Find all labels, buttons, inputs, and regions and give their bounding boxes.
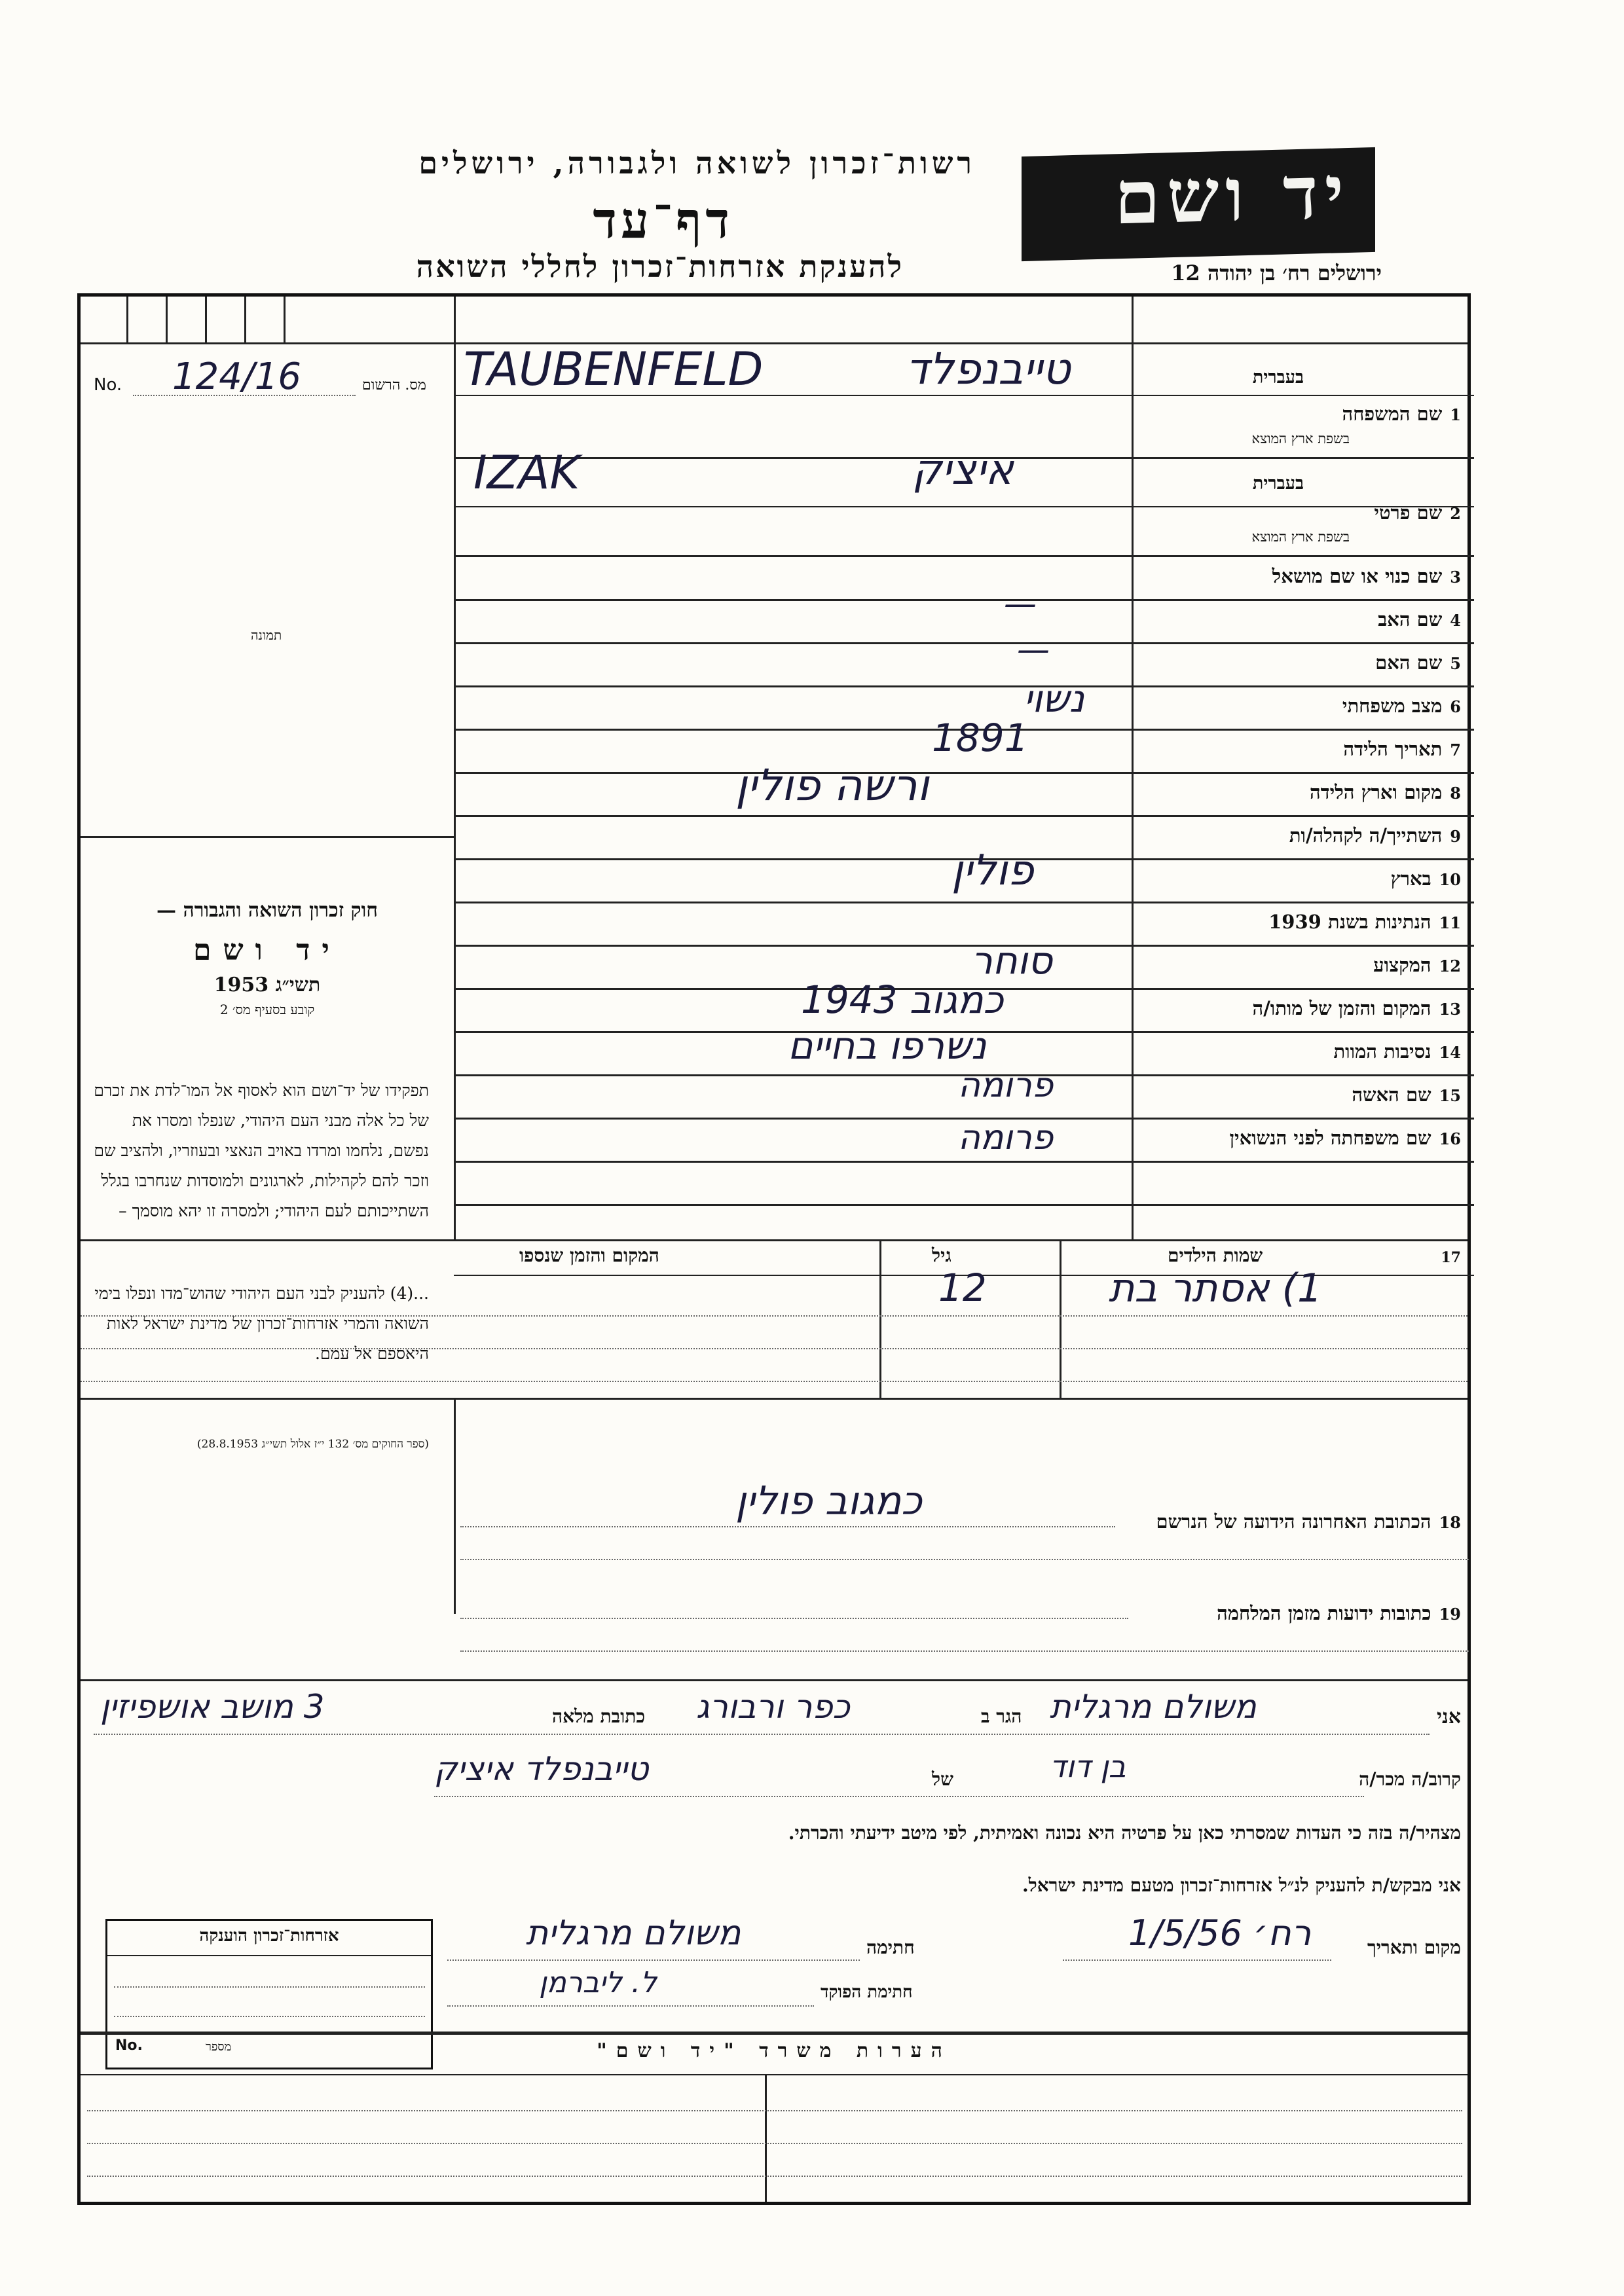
notes-line <box>81 2074 1467 2075</box>
child-age: 12 <box>938 1266 987 1310</box>
decl-place-date: רח׳ 1/5/56 <box>1128 1912 1312 1954</box>
tick-box <box>244 297 246 342</box>
label-column-divider <box>1132 297 1134 1239</box>
authority-title: רשות־זכרון לשואה ולגבורה, ירושלים <box>418 145 976 181</box>
field-label-war-addresses: כתובות ידועות מזמן המלחמה <box>1217 1602 1431 1624</box>
children-top-line <box>81 1239 1467 1241</box>
field-num: 10 <box>1439 870 1461 889</box>
top-strip-line <box>81 342 1467 344</box>
decl-place-date-label: מקום ותאריך <box>1367 1937 1461 1958</box>
office-notes-title: הערות משרד "יד ושם" <box>597 2039 951 2062</box>
value-family-native: TAUBENFELD <box>464 342 764 396</box>
field-num: 8 <box>1450 784 1461 803</box>
law-section: קובע בסעיף מס׳ 2 <box>219 1002 315 1017</box>
child-name: 1) אסתר בת <box>1109 1266 1323 1311</box>
field-label-death-place: המקום והזמן של מותו/ה <box>1252 997 1431 1019</box>
decl-address-label: כתובת מלאה <box>552 1705 646 1727</box>
field-label-family-name: שם המשפחה <box>1342 403 1443 425</box>
field-num: 9 <box>1450 827 1461 846</box>
decl-signature: משולם מרגלית <box>526 1914 741 1953</box>
field-label-death-circumstances: נסיבות המוות <box>1333 1040 1431 1063</box>
field-label-first-name: שם פרטי <box>1374 501 1443 524</box>
native-label-1: בשפת ארץ המוצא <box>1251 431 1350 446</box>
row-line <box>454 685 1474 687</box>
field-num: 6 <box>1450 697 1461 716</box>
field-label-marital: מצב משפחתי <box>1342 695 1443 717</box>
field-label-wife: שם האשה <box>1352 1084 1431 1106</box>
decl-signature-label: חתימה <box>866 1937 915 1958</box>
form-subtitle: להענקת אזרחות־זכרון לחללי השואה <box>416 249 904 284</box>
tick-box <box>284 297 286 342</box>
notes-col-divider <box>765 2074 767 2202</box>
value-first-native: IZAK <box>473 446 580 500</box>
value-profession: סוחר <box>971 938 1053 983</box>
row-line <box>454 642 1474 644</box>
registry-no-value: 124/16 <box>172 355 302 398</box>
field-label-maiden-name: שם משפחתה לפני הנשואין <box>1229 1127 1431 1149</box>
field-label-birthplace: מקום וארץ הלידה <box>1310 781 1443 803</box>
decl-relation-label: קרוב/ה מכר/ה <box>1359 1768 1461 1790</box>
decl-ani: אני <box>1437 1705 1461 1728</box>
law-clause: ...(4) להעניק לבני העם היהודי שהוש־מדו ונפלו בימי השואה והמרי אזרחות־זכרון של מדינת ישראל לאות היאספם אל עמם. <box>94 1284 429 1363</box>
value-last-address: כמגוב פולין <box>735 1478 922 1524</box>
decl-officer-signature: ל. ליברמן <box>539 1966 657 1999</box>
sub-line <box>454 506 1132 507</box>
field-num: 5 <box>1450 654 1461 673</box>
law-name: יד ושם <box>193 934 341 967</box>
children-col-place: המקום והזמן שנספו <box>519 1245 659 1266</box>
stamp-no-label: No. <box>115 2037 143 2054</box>
field-num: 11 <box>1439 913 1461 932</box>
stamp-title: אזרחות־זכרון הוענקה <box>199 1926 339 1946</box>
row-line <box>454 1204 1474 1206</box>
yad-vashem-logo <box>1022 147 1375 261</box>
hebrew-label-2: בעברית <box>1252 473 1304 494</box>
row-line <box>454 1161 1474 1163</box>
value-father: — <box>1004 585 1037 623</box>
decl-of-value: טייבנפלד איציק <box>434 1750 649 1788</box>
hebrew-label-1: בעברית <box>1252 367 1304 388</box>
field-label-father: שם האב <box>1378 608 1443 630</box>
row-line <box>454 555 1474 557</box>
children-col-divider <box>879 1239 881 1398</box>
field-label-nickname: שם כנוי או שם מושאל <box>1272 565 1443 587</box>
decl-address: 3 מושב אושפיזין <box>100 1688 325 1726</box>
field-label-mother: שם האם <box>1375 651 1443 674</box>
field-label-citizenship: הנתינות בשנת 1939 <box>1268 911 1431 933</box>
decl-line4: אני מבקש/ת להעניק לנ״ל אזרחות־זכרון מטעם מדינת ישראל. <box>1022 1874 1461 1896</box>
left-column-divider <box>454 297 456 1239</box>
stamp-number-label: מספר <box>206 2040 232 2054</box>
form-frame <box>77 293 1471 2205</box>
field-num: 3 <box>1450 568 1461 587</box>
children-bottom-line <box>81 1398 1467 1400</box>
row-line <box>454 815 1474 817</box>
decl-resides: הגר ב <box>981 1705 1022 1727</box>
field-num: 2 <box>1450 504 1461 523</box>
row-line <box>454 772 1474 774</box>
value-first-hebrew: איציק <box>912 446 1014 494</box>
law-title: חוק זכרון השואה והגבורה — <box>157 899 378 922</box>
children-num: 17 <box>1441 1249 1461 1266</box>
field-num: 15 <box>1439 1086 1461 1105</box>
field-num: 4 <box>1450 611 1461 630</box>
value-family-hebrew: טייבנפלד <box>906 344 1071 394</box>
field-num: 16 <box>1439 1129 1461 1148</box>
notes-top-line <box>81 2032 1467 2035</box>
photo-box-bottom <box>81 836 454 838</box>
law-text: תפקידו של יד־ושם הוא לאסוף אל המו־לדת את זכרם של כל אלה מבני העם היהודי, שנפלו ומסרו את נפשם, נלחמו ומרדו באויב הנאצי ובעוזריו, ולהציב שם וזכר להם לקהילות, לארגונים ולמוסדות שנחרבו בגלל השתייכותם לעם היהודי; ולמסרה זו יהא מוסמך – <box>94 1081 429 1220</box>
children-col-age: גיל <box>932 1245 951 1266</box>
decl-name: משולם מרגלית <box>1050 1688 1257 1726</box>
native-label-2: בשפת ארץ המוצא <box>1251 529 1350 545</box>
children-col-divider <box>1060 1239 1061 1398</box>
law-reference: (ספר החוקים מס׳ 132 י״ז אלול תשי״ג 28.8.1953) <box>196 1438 429 1451</box>
law-year: תשי״ג 1953 <box>213 974 321 996</box>
field-label-birthdate: תאריך הלידה <box>1343 738 1443 760</box>
value-death-place: כמגוב 1943 <box>801 977 1004 1022</box>
value-wife: פרומה <box>958 1066 1054 1105</box>
value-birthplace: ורשה פולין <box>735 760 929 811</box>
value-mother: — <box>1017 630 1050 668</box>
field-num: 14 <box>1439 1043 1461 1062</box>
decl-officer-label: חתימת הפוקד <box>821 1982 913 2002</box>
tick-box <box>205 297 207 342</box>
field-num: 12 <box>1439 957 1461 975</box>
decl-relation: בן דוד <box>1050 1749 1126 1784</box>
field-num: 19 <box>1439 1605 1461 1624</box>
field-label-profession: המקצוע <box>1373 954 1431 976</box>
sub-line <box>1132 395 1474 396</box>
registry-no-label: No. <box>94 375 122 395</box>
value-death-circumstances: נשרפו בחיים <box>788 1023 987 1068</box>
row-line <box>454 599 1474 601</box>
row-line <box>454 902 1474 903</box>
field-num: 7 <box>1450 740 1461 759</box>
field-label-country: בארץ <box>1390 867 1431 890</box>
form-title: דף־עד <box>593 191 733 249</box>
children-col-names: שמות הילדים <box>1168 1245 1263 1266</box>
field-num: 13 <box>1439 1000 1461 1019</box>
decl-line3: מצהיר/ה בזה כי העדות שמסרתי כאן על פרטיה היא נכונה ואמיתית, לפי מיטב ידיעתי והכרתי. <box>788 1822 1461 1844</box>
value-marital: נשוי <box>1024 676 1085 721</box>
value-birthdate: 1891 <box>932 716 1029 760</box>
field-label-community: השתייך/ה לקהלה/ות <box>1289 824 1443 847</box>
value-maiden-name: פרומה <box>958 1118 1054 1157</box>
tick-box <box>166 297 168 342</box>
photo-label: תמונה <box>251 627 282 643</box>
logo-address: ירושלים רח׳ בן יהודה 12 <box>1171 261 1382 285</box>
field-label-last-address: הכתובת האחרונה הידועה של הנרשם <box>1156 1510 1431 1533</box>
value-country: פולין <box>951 847 1034 895</box>
logo-text: יד ושם <box>1114 149 1350 242</box>
row-line <box>454 945 1474 947</box>
address-bottom-line <box>81 1679 1467 1681</box>
stamp-line <box>107 1955 431 1956</box>
registry-no-label-he: מס. הרשום <box>362 377 426 393</box>
decl-of-label: של <box>932 1768 953 1790</box>
address-col-divider <box>454 1398 456 1614</box>
field-num: 1 <box>1450 405 1461 424</box>
field-num: 18 <box>1439 1513 1461 1532</box>
tick-box <box>126 297 128 342</box>
decl-city: כפר ורבורג <box>696 1688 850 1726</box>
